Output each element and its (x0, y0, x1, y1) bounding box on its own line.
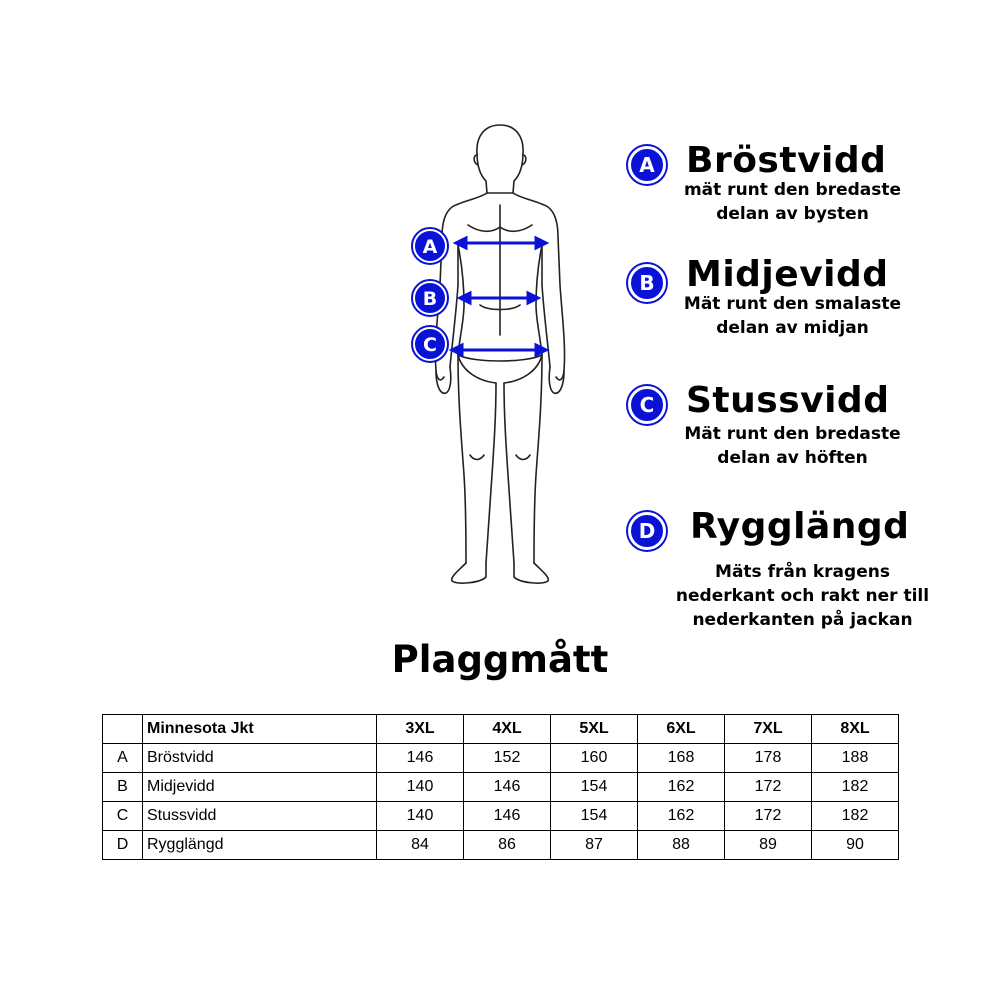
header-blank-cell (103, 715, 143, 744)
table-cell: 84 (377, 831, 464, 860)
table-cell: 154 (551, 802, 638, 831)
table-cell: 140 (377, 773, 464, 802)
table-cell: 182 (812, 802, 899, 831)
row-label: Rygglängd (143, 831, 377, 860)
legend-title-chest: Bröstvidd (686, 140, 887, 181)
marker-a: A (422, 236, 438, 258)
header-size: 6XL (638, 715, 725, 744)
table-cell: 168 (638, 744, 725, 773)
table-cell: 162 (638, 802, 725, 831)
table-cell: 154 (551, 773, 638, 802)
table-row (103, 744, 899, 773)
legend-back-length (620, 506, 960, 630)
table-header-row (103, 715, 899, 744)
body-measurement-figure (400, 115, 600, 595)
header-size: 8XL (812, 715, 899, 744)
table-row (103, 831, 899, 860)
row-code: C (103, 802, 143, 831)
legend-waist (620, 254, 960, 348)
table-cell: 86 (464, 831, 551, 860)
table-cell: 146 (464, 773, 551, 802)
table-cell: 152 (464, 744, 551, 773)
table-row (103, 773, 899, 802)
legend-badge-d: D (628, 512, 666, 550)
row-code: B (103, 773, 143, 802)
legend-title-back-length: Rygglängd (690, 506, 910, 547)
legend-title-waist: Midjevidd (686, 254, 889, 295)
header-size: 3XL (377, 715, 464, 744)
section-title: Plaggmått (391, 638, 609, 681)
marker-b: B (422, 288, 438, 310)
marker-c: C (423, 334, 437, 356)
header-size: 4XL (464, 715, 551, 744)
table-cell: 188 (812, 744, 899, 773)
row-code: A (103, 744, 143, 773)
table-cell: 172 (725, 802, 812, 831)
legend-title-hip: Stussvidd (686, 380, 890, 421)
row-label: Stussvidd (143, 802, 377, 831)
table-cell: 87 (551, 831, 638, 860)
table-row (103, 802, 899, 831)
table-cell: 146 (464, 802, 551, 831)
table-cell: 89 (725, 831, 812, 860)
legend-chest (620, 140, 960, 234)
table-cell: 178 (725, 744, 812, 773)
legend-desc-hip: Mät runt den bredaste delan av höften (684, 424, 901, 468)
table-cell: 162 (638, 773, 725, 802)
table-cell: 182 (812, 773, 899, 802)
legend-hip (620, 380, 960, 474)
table-cell: 88 (638, 831, 725, 860)
row-label: Midjevidd (143, 773, 377, 802)
legend-desc-chest: mät runt den bredaste delan av bysten (683, 180, 902, 224)
header-size: 5XL (551, 715, 638, 744)
table-cell: 160 (551, 744, 638, 773)
legend-desc-waist: Mät runt den smalaste delan av midjan (683, 294, 902, 338)
legend-desc-back-length: Mäts från kragens nederkant och rakt ner till nederkanten på jackan (675, 562, 930, 630)
table-cell: 146 (377, 744, 464, 773)
table-cell: 172 (725, 773, 812, 802)
table-cell: 140 (377, 802, 464, 831)
header-product-name: Minnesota Jkt (143, 715, 377, 744)
header-size: 7XL (725, 715, 812, 744)
legend-badge-a: A (628, 146, 666, 184)
row-label: Bröstvidd (143, 744, 377, 773)
table-cell: 90 (812, 831, 899, 860)
size-table (102, 714, 899, 860)
legend-badge-b: B (628, 264, 666, 302)
legend-badge-c: C (628, 386, 666, 424)
row-code: D (103, 831, 143, 860)
